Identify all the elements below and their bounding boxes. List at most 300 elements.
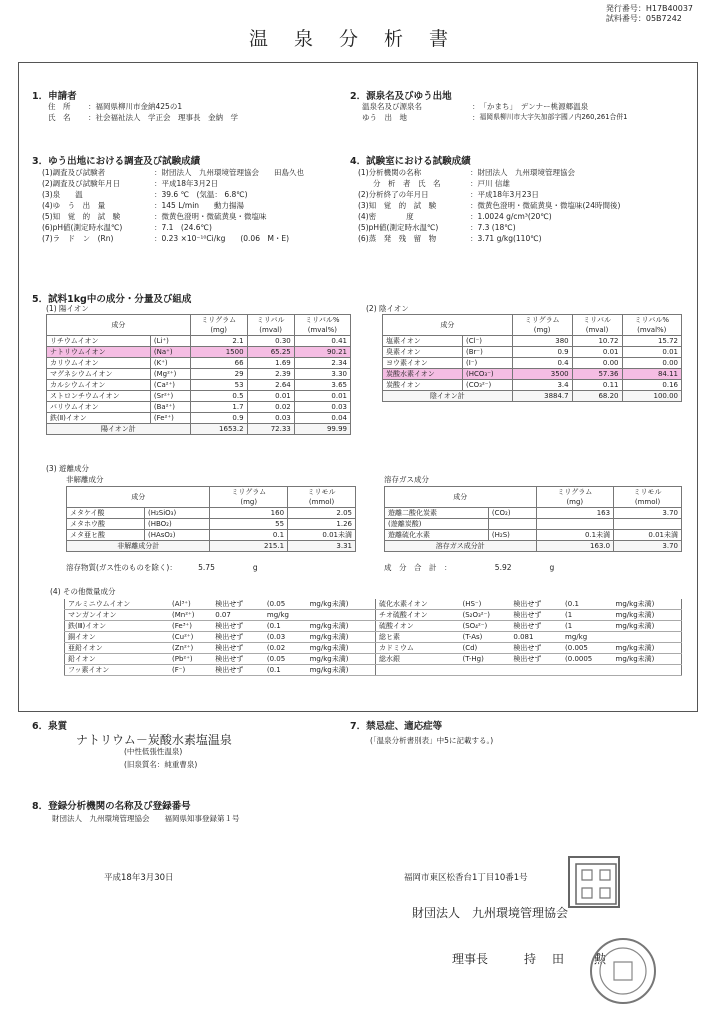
component-name: ヨウ素イオン — [383, 358, 463, 369]
result-label: (4)密 度 — [358, 212, 414, 221]
result-label: (3)知 覚 的 試 験 — [358, 201, 437, 210]
table-row — [47, 413, 351, 424]
component-value: 55 — [210, 519, 288, 530]
component-value: 160 — [210, 508, 288, 519]
result-value: 財団法人 九州環境管理協会 田島久也 — [161, 168, 304, 177]
component-value: 0.03 — [294, 402, 350, 413]
component-value: 0.5 — [190, 391, 247, 402]
component-formula: (Na⁺) — [150, 347, 190, 358]
component-name: カルシウムイオン — [47, 380, 151, 391]
org-stamp — [568, 856, 620, 908]
component-value: 84.11 — [622, 369, 681, 380]
minor-cell: マンガンイオン — [65, 610, 170, 621]
result-label: (2)調査及び試験年月日 — [42, 179, 121, 188]
component-value: 380 — [512, 336, 572, 347]
anion-label: (2) 陰イオン — [366, 304, 409, 313]
component-value: 0.01 — [572, 347, 622, 358]
result-row — [42, 189, 347, 200]
minor-cell: 検出せず — [212, 665, 264, 676]
table-row — [47, 336, 351, 347]
result-row — [42, 200, 347, 211]
component-value: 2.64 — [247, 380, 294, 391]
minor-cell: 検出せず — [212, 621, 264, 632]
result-value: 微黄色澄明・微硫黄臭・微塩味(24時間後) — [477, 201, 621, 210]
component-value: 0.00 — [572, 358, 622, 369]
result-value: 0.23 ×10⁻¹⁰Ci/kg (0.06 M・E) — [161, 234, 290, 243]
col-header: 成分 — [385, 487, 537, 508]
component-formula: (Ca²⁺) — [150, 380, 190, 391]
minor-cell: (Cu²⁺) — [169, 632, 212, 643]
col-header: ミリバル% (mval%) — [294, 315, 350, 336]
component-value: 57.36 — [572, 369, 622, 380]
col-header: ミリモル (mmol) — [614, 487, 682, 508]
component-formula: (H₂S) — [488, 530, 536, 541]
component-value: 0.1 — [210, 530, 288, 541]
minor-cell: (0.05 — [264, 654, 307, 665]
result-value: 3.71 g/kg(110℃) — [477, 234, 542, 243]
minor-row — [65, 610, 682, 621]
component-name: メタケイ酸 — [67, 508, 145, 519]
minor-cell: (0.1 — [264, 621, 307, 632]
component-formula: (Cl⁻) — [463, 336, 513, 347]
minor-cell: mg/kg未満) — [307, 632, 376, 643]
total-value: 100.00 — [622, 391, 681, 402]
component-total: 成 分 合 計 ： 5.92 g — [384, 563, 555, 572]
minor-cell: (Cd) — [459, 643, 510, 654]
result-label: (1)分析機関の名称 — [358, 168, 422, 177]
minor-cell: (Zn²⁺) — [169, 643, 212, 654]
cation-label: (1) 陽イオン — [46, 304, 89, 313]
result-row — [42, 167, 347, 178]
component-value: 0.16 — [622, 380, 681, 391]
colon: ： — [154, 190, 162, 199]
issue-date: 平成18年3月30日 — [104, 873, 174, 883]
component-value: 0.1未満 — [536, 530, 614, 541]
table-row — [383, 347, 682, 358]
colon: ： — [154, 168, 162, 177]
component-name: 炭酸水素イオン — [383, 369, 463, 380]
org-address: 福岡市東区松香台1丁目10番1号 — [404, 873, 528, 883]
component-formula: (I⁻) — [463, 358, 513, 369]
result-value: 39.6 ℃ (気温： 6.8℃) — [161, 190, 248, 199]
total-label: 陰イオン計 — [383, 391, 513, 402]
minor-cell: (HS⁻) — [459, 599, 510, 610]
total-label: 溶存ガス成分計 — [385, 541, 537, 552]
component-value: 0.01 — [622, 347, 681, 358]
s8-text: 財団法人 九州環境管理協会 福岡県知事登録第１号 — [52, 814, 240, 823]
col-header: ミリバル (mval) — [572, 315, 622, 336]
component-value — [536, 519, 614, 530]
result-row — [358, 189, 688, 200]
component-formula: (CO₃²⁻) — [463, 380, 513, 391]
component-formula: (HAsO₂) — [144, 530, 209, 541]
result-label: 分 析 者 氏 名 — [358, 179, 441, 188]
minor-cell: (Al³⁺) — [169, 599, 212, 610]
colon: ： — [470, 201, 478, 210]
result-value: 平成18年3月2日 — [161, 179, 219, 188]
table-row — [385, 530, 682, 541]
minor-cell: 硫化水素イオン — [375, 599, 459, 610]
minor-cell: カドミウム — [375, 643, 459, 654]
total-value: 3.31 — [288, 541, 356, 552]
result-value: 微黄色澄明・微硫黄臭・微塩味 — [161, 212, 267, 221]
minor-row — [65, 643, 682, 654]
minor-cell: チオ硫酸イオン — [375, 610, 459, 621]
s1-heading: 1．申請者 — [32, 91, 77, 102]
component-value: 15.72 — [622, 336, 681, 347]
total-label: 陽イオン計 — [47, 424, 191, 435]
minor-cell — [375, 665, 459, 676]
table-row — [383, 336, 682, 347]
component-formula: (Fe²⁺) — [150, 413, 190, 424]
result-row — [42, 211, 347, 222]
nondiss-table — [66, 486, 356, 552]
result-value: 7.1 (24.6℃) — [161, 223, 212, 232]
component-value: 0.11 — [572, 380, 622, 391]
s2-heading: 2．源泉名及びゆう出地 — [350, 91, 452, 102]
s3-heading: 3．ゆう出地における調査及び試験成績 — [32, 156, 201, 167]
minor-cell: mg/kg未満) — [613, 654, 682, 665]
component-value: 53 — [190, 380, 247, 391]
component-value — [614, 519, 682, 530]
component-value: 0.04 — [294, 413, 350, 424]
minor-cell — [613, 665, 682, 676]
component-name: 遊離二酸化炭素 — [385, 508, 489, 519]
result-label: (3)泉 温 — [42, 190, 83, 199]
col-header: ミリバル% (mval%) — [622, 315, 681, 336]
minor-cell: (S₂O₃²⁻) — [459, 610, 510, 621]
s4-heading: 4．試験室における試験成績 — [350, 156, 471, 167]
minor-cell: 検出せず — [212, 599, 264, 610]
minor-cell: 検出せず — [212, 643, 264, 654]
table-row — [47, 402, 351, 413]
minor-cell: 検出せず — [510, 599, 562, 610]
component-value: 3.70 — [614, 508, 682, 519]
table-row — [67, 508, 356, 519]
result-row — [358, 200, 688, 211]
result-row — [42, 222, 347, 233]
s7-text: (「温泉分析書別表」中5に記載する。) — [370, 736, 494, 745]
minor-cell: mg/kg未満) — [307, 621, 376, 632]
round-seal-icon — [592, 940, 654, 1002]
result-row — [42, 178, 347, 189]
table-row — [385, 519, 682, 530]
result-row — [358, 211, 688, 222]
quality-sub1: (中性低張性温泉) — [124, 747, 183, 756]
component-value: 0.03 — [247, 413, 294, 424]
minor-cell: 鉄(Ⅲ)イオン — [65, 621, 170, 632]
result-value: 財団法人 九州環境管理協会 — [477, 168, 575, 177]
col-header: 成分 — [47, 315, 191, 336]
colon: ： — [470, 234, 478, 243]
col-header: ミリバル (mval) — [247, 315, 294, 336]
component-name: メタ亜ヒ酸 — [67, 530, 145, 541]
minor-cell: (F⁻) — [169, 665, 212, 676]
col-header: ミリグラム (mg) — [512, 315, 572, 336]
colon: ： — [154, 179, 162, 188]
table-header — [67, 487, 356, 508]
minor-cell: mg/kg未満) — [307, 654, 376, 665]
colon: ： — [154, 234, 162, 243]
minor-cell: (0.1 — [562, 599, 612, 610]
table-row — [47, 358, 351, 369]
total-value: 99.99 — [294, 424, 350, 435]
minor-cell: mg/kg未満) — [613, 610, 682, 621]
minor-cell: mg/kg未満) — [613, 643, 682, 654]
component-value: 0.02 — [247, 402, 294, 413]
minor-row — [65, 621, 682, 632]
minor-cell: mg/kg未満) — [307, 643, 376, 654]
table-row — [383, 358, 682, 369]
component-name: 塩素イオン — [383, 336, 463, 347]
component-name: リチウムイオン — [47, 336, 151, 347]
component-formula: (H₂SiO₃) — [144, 508, 209, 519]
component-formula — [488, 519, 536, 530]
minor-cell: 総ヒ素 — [375, 632, 459, 643]
minor-cell — [510, 665, 562, 676]
result-label: (6)蒸 発 残 留 物 — [358, 234, 437, 243]
component-value: 0.41 — [294, 336, 350, 347]
total-row — [385, 541, 682, 552]
result-row — [42, 233, 347, 244]
lab-results — [358, 167, 688, 244]
component-name: 遊離硫化水素 — [385, 530, 489, 541]
cation-table — [46, 314, 351, 435]
result-label: (7)ラ ド ン (Rn) — [42, 234, 114, 243]
total-value: 3884.7 — [512, 391, 572, 402]
table-row — [47, 380, 351, 391]
s5-heading: 5．試料1kg中の成分・分量及び組成 — [32, 294, 192, 305]
component-value: 1.7 — [190, 402, 247, 413]
minor-cell — [562, 665, 612, 676]
result-label: (1)調査及び試験者 — [42, 168, 106, 177]
table-row — [385, 508, 682, 519]
result-value: 145 L/min 動力揚湯 — [161, 201, 245, 210]
component-formula: (CO₂) — [488, 508, 536, 519]
minor-cell — [459, 665, 510, 676]
result-value: 平成18年3月23日 — [477, 190, 539, 199]
col-header: ミリグラム (mg) — [190, 315, 247, 336]
total-value: 72.33 — [247, 424, 294, 435]
component-value: 2.39 — [247, 369, 294, 380]
round-seal — [590, 938, 656, 1004]
minor-cell: (SO₄²⁻) — [459, 621, 510, 632]
component-name: メタホウ酸 — [67, 519, 145, 530]
component-value: 2.34 — [294, 358, 350, 369]
minor-cell: 硫酸イオン — [375, 621, 459, 632]
minor-cell: (Fe³⁺) — [169, 621, 212, 632]
minor-cell: 検出せず — [510, 621, 562, 632]
minor-cell: フッ素イオン — [65, 665, 170, 676]
total-row — [67, 541, 356, 552]
total-value: 1653.2 — [190, 424, 247, 435]
colon: ： — [154, 201, 162, 210]
minor-cell: (0.1 — [264, 665, 307, 676]
applicant-block: 住 所 ： 福岡県柳川市金納425の1 氏 名 ： 社会福祉法人 学正会 理事長 金納 学 — [48, 102, 238, 122]
result-value: 7.3 (18℃) — [477, 223, 516, 232]
minor-cell: mg/kg — [562, 632, 612, 643]
col-header: ミリグラム (mg) — [210, 487, 288, 508]
component-formula: (HCO₃⁻) — [463, 369, 513, 380]
component-value: 163 — [536, 508, 614, 519]
component-name: 鉄(Ⅱ)イオン — [47, 413, 151, 424]
signer-name: 持 田 勲 — [524, 952, 609, 966]
minor-cell: 検出せず — [212, 632, 264, 643]
table-row — [47, 391, 351, 402]
minor-cell: 銅イオン — [65, 632, 170, 643]
minor-cell: 0.07 — [212, 610, 264, 621]
component-formula: (K⁺) — [150, 358, 190, 369]
total-row — [47, 424, 351, 435]
col-header: 成分 — [383, 315, 513, 336]
component-value: 0.30 — [247, 336, 294, 347]
s7-heading: 7．禁忌症、適応症等 — [350, 721, 443, 732]
minor-label: (4) その他微量成分 — [50, 587, 116, 596]
minor-cell: (0.03 — [264, 632, 307, 643]
issue-info: 発行番号：H17B40037 試料番号：05B7242 — [605, 4, 693, 23]
colon: ： — [470, 179, 478, 188]
minor-row — [65, 599, 682, 610]
minor-cell: (T-As) — [459, 632, 510, 643]
total-value: 68.20 — [572, 391, 622, 402]
result-row — [358, 222, 688, 233]
minor-cell: 0.081 — [510, 632, 562, 643]
component-name: 炭酸イオン — [383, 380, 463, 391]
result-label: (4)ゆ う 出 量 — [42, 201, 106, 210]
component-value: 0.4 — [512, 358, 572, 369]
colon: ： — [470, 223, 478, 232]
colon: ： — [154, 223, 162, 232]
result-label: (5)知 覚 的 試 験 — [42, 212, 121, 221]
org-name: 財団法人 九州環境管理協会 — [412, 906, 569, 920]
component-name: バリウムイオン — [47, 402, 151, 413]
component-formula: (Mg²⁺) — [150, 369, 190, 380]
col-header: ミリグラム (mg) — [536, 487, 614, 508]
minor-cell: (0.05 — [264, 599, 307, 610]
component-name: カリウムイオン — [47, 358, 151, 369]
component-value: 0.01 — [247, 391, 294, 402]
minor-cell: 検出せず — [510, 643, 562, 654]
component-value: 2.05 — [288, 508, 356, 519]
minor-cell: (1 — [562, 621, 612, 632]
result-row — [358, 167, 688, 178]
table-row — [67, 519, 356, 530]
component-value: 0.00 — [622, 358, 681, 369]
result-label: (2)分析終了の年月日 — [358, 190, 429, 199]
minor-cell: (Mn²⁺) — [169, 610, 212, 621]
table-row — [383, 380, 682, 391]
component-value: 3.4 — [512, 380, 572, 391]
minor-row — [65, 632, 682, 643]
minor-cell: アルミニウムイオン — [65, 599, 170, 610]
total-value: 215.1 — [210, 541, 288, 552]
minor-cell: (0.005 — [562, 643, 612, 654]
result-label: (6)pH値(測定時水温℃) — [42, 223, 123, 232]
minor-cell: (Pb²⁺) — [169, 654, 212, 665]
spring-quality: ナトリウム－炭酸水素塩温泉 — [76, 733, 232, 747]
result-row — [358, 233, 688, 244]
component-formula: (Li⁺) — [150, 336, 190, 347]
component-formula: (HBO₂) — [144, 519, 209, 530]
total-value: 163.0 — [536, 541, 614, 552]
minor-cell — [307, 610, 376, 621]
component-value: 66 — [190, 358, 247, 369]
component-name: 臭素イオン — [383, 347, 463, 358]
minor-cell: 検出せず — [510, 654, 562, 665]
total-value: 3.70 — [614, 541, 682, 552]
minor-cell: (1 — [562, 610, 612, 621]
minor-cell: mg/kg未満) — [307, 599, 376, 610]
minor-cell: 亜鉛イオン — [65, 643, 170, 654]
component-value: 1500 — [190, 347, 247, 358]
minor-cell: 鉛イオン — [65, 654, 170, 665]
stamp-glyphs-icon — [574, 862, 618, 906]
source-block: 温泉名及び源泉名 ： 「かまち」 デンナー桃源郷温泉 ゆう 出 地 ： 福岡県柳川市大字矢加部字國ノ内260,261合併1 — [362, 102, 628, 122]
colon: ： — [470, 168, 478, 177]
table-header — [385, 487, 682, 508]
component-value: 0.01未満 — [614, 530, 682, 541]
component-value: 29 — [190, 369, 247, 380]
table-row — [383, 369, 682, 380]
minor-cell: mg/kg未満) — [613, 599, 682, 610]
dissolved-total: 溶存物質(ガス性のものを除く)： 5.75 g — [66, 563, 258, 572]
result-row — [358, 178, 688, 189]
minor-row — [65, 665, 682, 676]
result-label: (5)pH値(測定時水温℃) — [358, 223, 439, 232]
page-title: 温泉分析書 — [248, 28, 474, 50]
minor-cell: mg/kg未満) — [613, 621, 682, 632]
minor-cell: (0.02 — [264, 643, 307, 654]
total-row — [383, 391, 682, 402]
table-header — [47, 315, 351, 336]
nondiss-label: 非解離成分 — [66, 475, 104, 484]
result-value: 1.0024 g/cm³(20℃) — [477, 212, 552, 221]
colon: ： — [470, 190, 478, 199]
minor-cell — [613, 632, 682, 643]
anion-table — [382, 314, 682, 402]
component-name: ナトリウムイオン — [47, 347, 151, 358]
quality-sub2: (旧泉質名：純重曹泉) — [124, 760, 198, 769]
col-header: ミリモル (mmol) — [288, 487, 356, 508]
result-value: 戸川 信雄 — [477, 179, 510, 188]
component-formula: (Ba²⁺) — [150, 402, 190, 413]
component-value: 65.25 — [247, 347, 294, 358]
minor-cell: (T-Hg) — [459, 654, 510, 665]
table-row — [47, 347, 351, 358]
minor-cell: (0.0005 — [562, 654, 612, 665]
component-value: 0.9 — [190, 413, 247, 424]
minor-row — [65, 654, 682, 665]
component-value: 0.9 — [512, 347, 572, 358]
minor-cell: mg/kg — [264, 610, 307, 621]
table-row — [47, 369, 351, 380]
table-row — [67, 530, 356, 541]
col-header: 成分 — [67, 487, 210, 508]
component-value: 0.01 — [294, 391, 350, 402]
component-value: 1.69 — [247, 358, 294, 369]
component-name: ストロンチウムイオン — [47, 391, 151, 402]
component-value: 90.21 — [294, 347, 350, 358]
colon: ： — [154, 212, 162, 221]
s6-heading: 6．泉質 — [32, 721, 68, 732]
component-formula: (Sr²⁺) — [150, 391, 190, 402]
gas-label: 溶存ガス成分 — [384, 475, 429, 484]
component-name: (遊離炭酸) — [385, 519, 489, 530]
component-value: 3500 — [512, 369, 572, 380]
minor-table — [64, 599, 682, 676]
component-value: 10.72 — [572, 336, 622, 347]
component-value: 3.65 — [294, 380, 350, 391]
